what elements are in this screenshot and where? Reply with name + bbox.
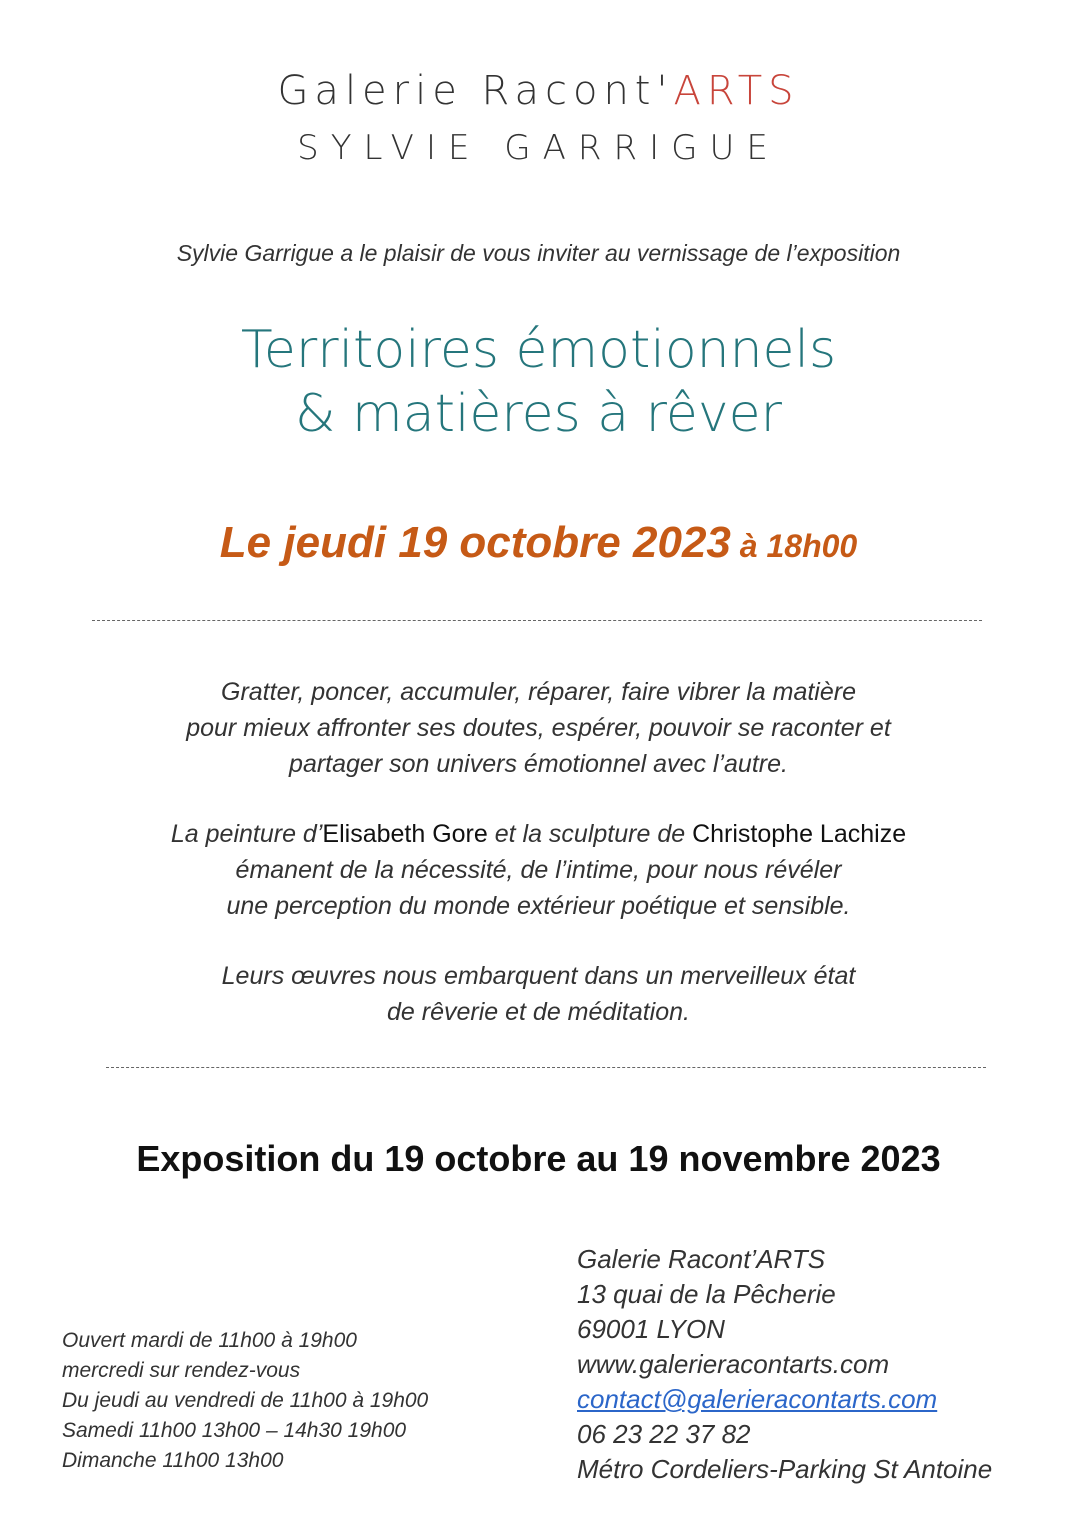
date-time: à 18h00 [730,528,858,564]
hours-line: mercredi sur rendez-vous [62,1359,301,1382]
separator-bottom [106,1067,986,1068]
paragraph-1-line: partager son univers émotionnel avec l’autre. [289,750,788,778]
gallery-transport: Métro Cordeliers-Parking St Antoine [577,1454,993,1484]
gallery-phone: 06 23 22 37 82 [577,1419,751,1449]
gallery-logo [0,68,1077,114]
hours-line: Dimanche 11h00 13h00 [62,1449,284,1472]
exhibition-dates: Exposition du 19 octobre au 19 novembre 2023 [136,1138,941,1179]
artist-elisabeth-gore: Elisabeth Gore [322,820,488,848]
email-link[interactable]: contact@galerieracontarts.com [577,1384,938,1414]
text-span: et la sculpture de [487,820,693,848]
gallery-website: www.galerieracontarts.com [577,1349,890,1379]
paragraph-2-line-2: émanent de la nécessité, de l’intime, pour nous révéler [235,856,842,884]
paragraph-1-line: Gratter, poncer, accumuler, réparer, faire vibrer la matière [221,678,856,706]
title-line-1: Territoires émotionnels [240,320,837,380]
paragraph-2-line-3: une perception du monde extérieur poétique et sensible. [226,892,851,920]
gallery-name: Galerie Racont’ARTS [577,1244,826,1274]
paragraph-1 [0,674,1077,782]
text-span: La peinture d’ [170,820,323,848]
hours-line: Ouvert mardi de 11h00 à 19h00 [62,1329,357,1352]
vernissage-date [0,518,1077,568]
invite-text: Sylvie Garrigue a le plaisir de vous inviter au vernissage de l’exposition [176,240,901,266]
paragraph-1-line: pour mieux affronter ses doutes, espérer, pouvoir se raconter et [186,714,891,742]
paragraph-3-line: Leurs œuvres nous embarquent dans un merveilleux état [221,962,856,990]
paragraph-2-line-1 [0,816,1077,852]
gallery-city: 69001 LYON [577,1314,725,1344]
gallery-address: 13 quai de la Pêcherie [577,1279,836,1309]
artist-name: SYLVIE GARRIGUE [297,128,780,168]
hours-line: Du jeudi au vendredi de 11h00 à 19h00 [62,1389,429,1412]
paragraph-3 [0,958,1077,1030]
separator-top [92,620,982,621]
date-main: Le jeudi 19 octobre 2023 [219,518,731,567]
paragraph-3-line: de rêverie et de méditation. [387,998,690,1026]
hours-line: Samedi 11h00 13h00 – 14h30 19h00 [62,1419,407,1442]
opening-hours [62,1326,428,1476]
artist-christophe-lachize: Christophe Lachize [692,820,907,848]
title-line-2: & matières à rêver [294,384,783,444]
paragraph-2 [0,816,1077,924]
contact-block [577,1242,992,1487]
exhibition-title [0,318,1077,446]
logo-accent-text: ARTS [673,68,800,114]
logo-main-text: Galerie Racont' [277,68,674,114]
